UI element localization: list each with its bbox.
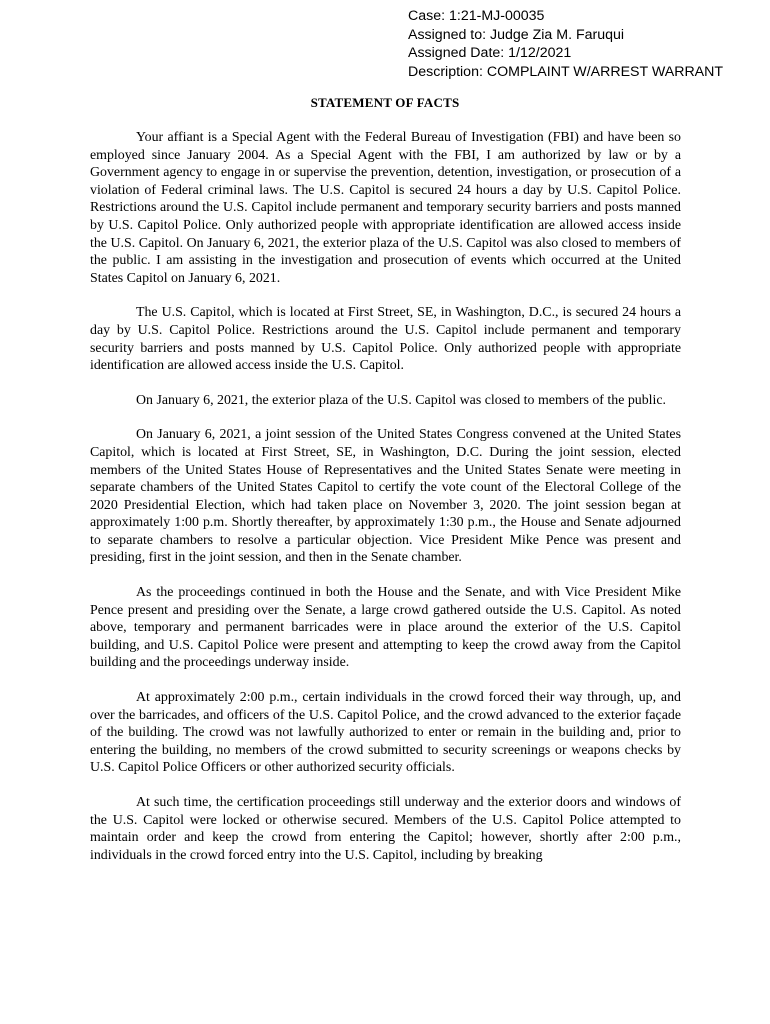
paragraph: As the proceedings continued in both the House and the Senate, and with Vice President Mike Pence present and presiding over the Senate, a large crowd gathered outside the U.S. Capitol. As noted above, temporary and permanent barricades were in place around the exterior of the U.S. Capitol building, and U.S. Capitol Police were present and attempting to keep the crowd away from the Capitol building and the proceedings underway inside. <box>90 585 681 671</box>
paragraph: At such time, the certification proceedings still underway and the exterior doors and windows of the U.S. Capitol were locked or otherwise secured. Members of the U.S. Capitol Police attempted to maintain order and keep the crowd from entering the Capitol; however, shortly after 2:00 p.m., individuals in the crowd forced entry into the U.S. Capitol, including by breaking <box>90 795 681 863</box>
assigned-date: Assigned Date: 1/12/2021 <box>408 45 572 61</box>
paragraph: On January 6, 2021, a joint session of the United States Congress convened at the United States Capitol, which is located at First Street, SE, in Washington, D.C. During the joint session, elected members of the United States House of Representatives and the United States Senate were meeting in separate chambers of the United States Capitol to certify the vote count of the Electoral College of the 2020 Presidential Election, which had taken place on November 3, 2020. The joint session began at approximately 1:00 p.m. Shortly thereafter, by approximately 1:30 p.m., the House and Senate adjourned to separate chambers to resolve a particular objection. Vice President Mike Pence was present and presiding, first in the joint session, and then in the Senate chamber. <box>90 427 681 566</box>
paragraph: On January 6, 2021, the exterior plaza of the U.S. Capitol was closed to members of the public. <box>136 392 667 408</box>
case-header <box>408 7 723 81</box>
case-description: Description: COMPLAINT W/ARREST WARRANT <box>408 63 724 80</box>
case-number: Case: 1:21-MJ-00035 <box>408 8 545 24</box>
paragraph: Your affiant is a Special Agent with the Federal Bureau of Investigation (FBI) and have been so employed since January 2004. As a Special Agent with the FBI, I am authorized by law or by a Government agency to engage in or supervise the prevention, detention, investigation, or prosecution of a violation of Federal criminal laws. The U.S. Capitol is secured 24 hours a day by U.S. Capitol Police. Restrictions around the U.S. Capitol include permanent and temporary security barriers and posts manned by U.S. Capitol Police. Only authorized people with appropriate identification are allowed access inside the U.S. Capitol. On January 6, 2021, the exterior plaza of the U.S. Capitol was also closed to members of the public. I am assisting in the investigation and prosecution of events which occurred at the United States Capitol on January 6, 2021. <box>90 130 681 286</box>
document-title: STATEMENT OF FACTS <box>310 95 460 110</box>
assigned-judge: Assigned to: Judge Zia M. Faruqui <box>408 26 625 43</box>
paragraph: The U.S. Capitol, which is located at First Street, SE, in Washington, D.C., is secured 24 hours a day by U.S. Capitol Police. Restrictions around the U.S. Capitol include permanent and temporary security barriers and posts manned by U.S. Capitol Police. Only authorized people with appropriate identification are allowed access inside the U.S. Capitol. <box>90 305 681 374</box>
paragraph: At approximately 2:00 p.m., certain individuals in the crowd forced their way through, up, and over the barricades, and officers of the U.S. Capitol Police, and the crowd advanced to the exterior façade of the building. The crowd was not lawfully authorized to enter or remain in the building and, prior to entering the building, no members of the crowd submitted to security screenings or weapons checks by U.S. Capitol Police Officers or other authorized security officials. <box>90 690 681 776</box>
document-body <box>90 129 681 881</box>
